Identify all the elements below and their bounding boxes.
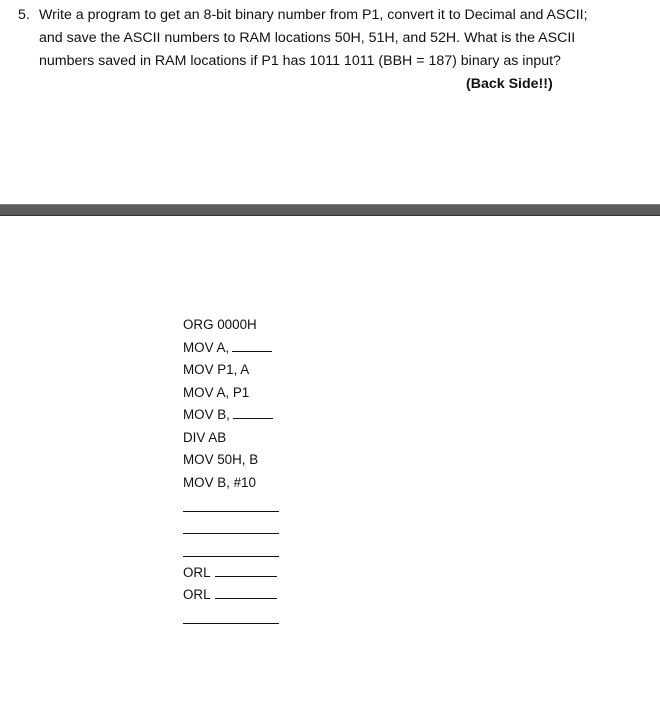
code-text: ORG 0000H — [183, 317, 257, 332]
code-line-mov-50h — [183, 451, 258, 469]
code-text: MOV B, — [183, 407, 230, 422]
page-divider — [0, 204, 660, 216]
code-line-mov-b — [183, 406, 273, 424]
code-line-div-ab — [183, 429, 226, 447]
fill-in-blank[interactable] — [215, 575, 277, 577]
code-text: ORL — [183, 565, 211, 580]
code-text: MOV A, P1 — [183, 385, 250, 400]
code-text: MOV 50H, B — [183, 452, 259, 467]
code-line-org — [183, 316, 257, 334]
question-line-2: and save the ASCII numbers to RAM locations 50H, 51H, and 52H. What is the ASCII — [39, 30, 576, 46]
code-line-mov-p1-a — [183, 361, 249, 379]
code-text: MOV A, — [183, 340, 230, 355]
fill-in-blank[interactable] — [233, 417, 273, 419]
blank-answer-line[interactable] — [183, 511, 279, 512]
code-text: MOV P1, A — [183, 362, 250, 377]
code-line-orl-2 — [183, 586, 277, 604]
blank-answer-line[interactable] — [183, 533, 279, 534]
code-line-mov-a — [183, 339, 272, 357]
question-line-3: numbers saved in RAM locations if P1 has 1011 1011 (BBH = 187) binary as input? — [39, 53, 561, 69]
back-side-note: (Back Side!!) — [466, 76, 553, 92]
code-text: MOV B, #10 — [183, 475, 256, 490]
fill-in-blank[interactable] — [215, 597, 277, 599]
code-line-orl-1 — [183, 564, 277, 582]
fill-in-blank[interactable] — [232, 350, 272, 352]
code-line-mov-b-10 — [183, 474, 256, 492]
blank-answer-line[interactable] — [183, 556, 279, 557]
question-number: 5. — [18, 7, 30, 23]
question-line-1: Write a program to get an 8-bit binary number from P1, convert it to Decimal and ASCII; — [39, 7, 588, 23]
blank-answer-line[interactable] — [183, 623, 279, 624]
code-text: DIV AB — [183, 430, 227, 445]
code-line-mov-a-p1 — [183, 384, 249, 402]
code-text: ORL — [183, 587, 211, 602]
